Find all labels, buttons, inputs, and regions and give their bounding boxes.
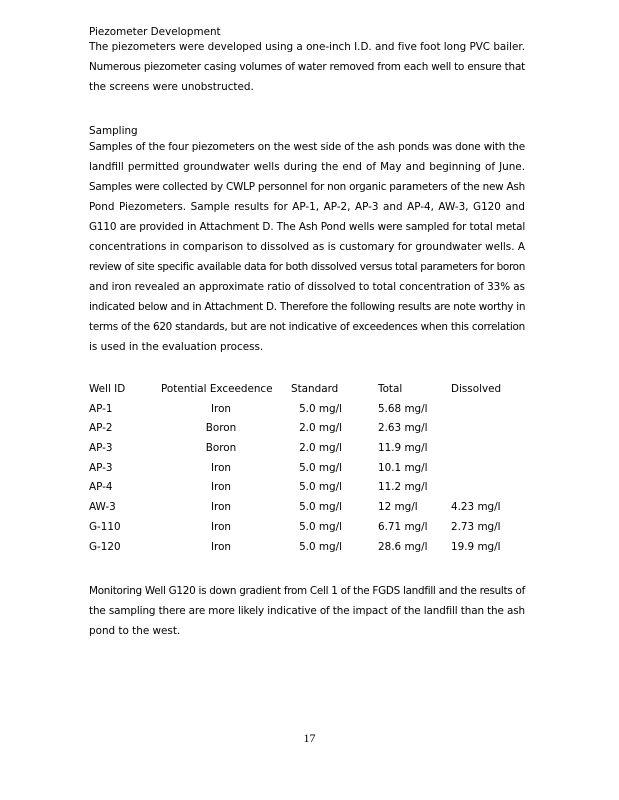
sampling-paragraph [89, 137, 525, 357]
cell-total: 2.63 mg/l [378, 422, 428, 435]
paragraph-line: Monitoring Well G120 is down gradient from Cell 1 of the FGDS landfill and the results of [89, 585, 525, 597]
cell-well-id: AP-3 [89, 461, 113, 474]
paragraph-line: Samples were collected by CWLP personnel for non organic parameters of the new Ash [89, 181, 525, 193]
cell-standard: 2.0 mg/l [299, 442, 342, 455]
cell-standard: 5.0 mg/l [299, 501, 342, 514]
paragraph-line: pond to the west. [89, 625, 181, 637]
cell-potential-exceedence: Iron [210, 402, 232, 415]
cell-standard: 5.0 mg/l [299, 481, 342, 494]
cell-potential-exceedence: Iron [210, 501, 232, 514]
paragraph-line: the sampling there are more likely indicative of the impact of the landfill than the ash [89, 605, 525, 617]
header-dissolved: Dissolved [451, 383, 502, 395]
cell-well-id: AP-1 [89, 402, 113, 415]
cell-dissolved: 4.23 mg/l [451, 501, 501, 514]
cell-total: 11.9 mg/l [378, 442, 428, 455]
paragraph-line: Numerous piezometer casing volumes of water removed from each well to ensure that [89, 61, 525, 73]
cell-standard: 5.0 mg/l [299, 540, 342, 553]
paragraph-line: the screens were unobstructed. [89, 81, 254, 93]
cell-well-id: AP-4 [89, 481, 113, 494]
cell-well-id: G-110 [89, 520, 121, 533]
cell-total: 28.6 mg/l [378, 540, 428, 553]
table-header-row [89, 380, 529, 400]
results-table [89, 380, 529, 557]
cell-standard: 5.0 mg/l [299, 520, 342, 533]
cell-dissolved: 2.73 mg/l [451, 520, 501, 533]
cell-well-id: AP-2 [89, 422, 113, 435]
paragraph-line: landfill permitted groundwater wells during the end of May and beginning of June. [89, 161, 525, 173]
cell-total: 11.2 mg/l [378, 481, 428, 494]
table-row [89, 459, 529, 479]
paragraph-line: Pond Piezometers. Sample results for AP-1, AP-2, AP-3 and AP-4, AW-3, G120 and [89, 201, 525, 213]
table-row [89, 419, 529, 439]
cell-potential-exceedence: Iron [210, 461, 232, 474]
table-row [89, 498, 529, 518]
cell-total: 12 mg/l [378, 501, 418, 514]
cell-well-id: G-120 [89, 540, 121, 553]
monitoring-note-paragraph [89, 581, 525, 641]
header-standard: Standard [291, 383, 339, 395]
cell-well-id: AP-3 [89, 442, 113, 455]
table-row [89, 538, 529, 558]
cell-standard: 2.0 mg/l [299, 422, 342, 435]
cell-standard: 5.0 mg/l [299, 402, 342, 415]
cell-potential-exceedence: Iron [210, 520, 232, 533]
header-total: Total [378, 383, 403, 395]
piezometer-development-paragraph [89, 37, 525, 97]
cell-total: 5.68 mg/l [378, 402, 428, 415]
paragraph-line: indicated below and in Attachment D. Therefore the following results are note worthy in [89, 301, 526, 313]
header-potential-exceedence: Potential Exceedence [161, 383, 273, 395]
cell-potential-exceedence: Iron [210, 540, 232, 553]
sampling-heading: Sampling [89, 125, 138, 137]
paragraph-line: concentrations in comparison to dissolved as is customary for groundwater wells. A [89, 241, 525, 253]
cell-well-id: AW-3 [89, 501, 116, 514]
paragraph-line: and iron revealed an approximate ratio of dissolved to total concentration of 33% as [89, 281, 525, 293]
paragraph-line: Samples of the four piezometers on the west side of the ash ponds was done with the [89, 141, 525, 153]
cell-dissolved: 19.9 mg/l [451, 540, 501, 553]
paragraph-line: is used in the evaluation process. [89, 341, 264, 353]
table-row [89, 518, 529, 538]
table-row [89, 400, 529, 420]
cell-potential-exceedence: Boron [205, 442, 237, 455]
cell-standard: 5.0 mg/l [299, 461, 342, 474]
piezometer-development-heading: Piezometer Development [89, 26, 221, 38]
table-row [89, 439, 529, 459]
page-number: 17 [303, 731, 316, 745]
paragraph-line: terms of the 620 standards, but are not indicative of exceedences when this correlation [89, 321, 525, 333]
table-row [89, 478, 529, 498]
cell-potential-exceedence: Iron [210, 481, 232, 494]
paragraph-line: The piezometers were developed using a one-inch I.D. and five foot long PVC bailer. [89, 41, 525, 53]
cell-potential-exceedence: Boron [205, 422, 237, 435]
paragraph-line: review of site specific available data for both dissolved versus total parameters for boron [89, 261, 525, 273]
cell-total: 10.1 mg/l [378, 461, 428, 474]
header-well-id: Well ID [89, 383, 126, 395]
paragraph-line: G110 are provided in Attachment D. The Ash Pond wells were sampled for total metal [89, 221, 526, 233]
cell-total: 6.71 mg/l [378, 520, 428, 533]
